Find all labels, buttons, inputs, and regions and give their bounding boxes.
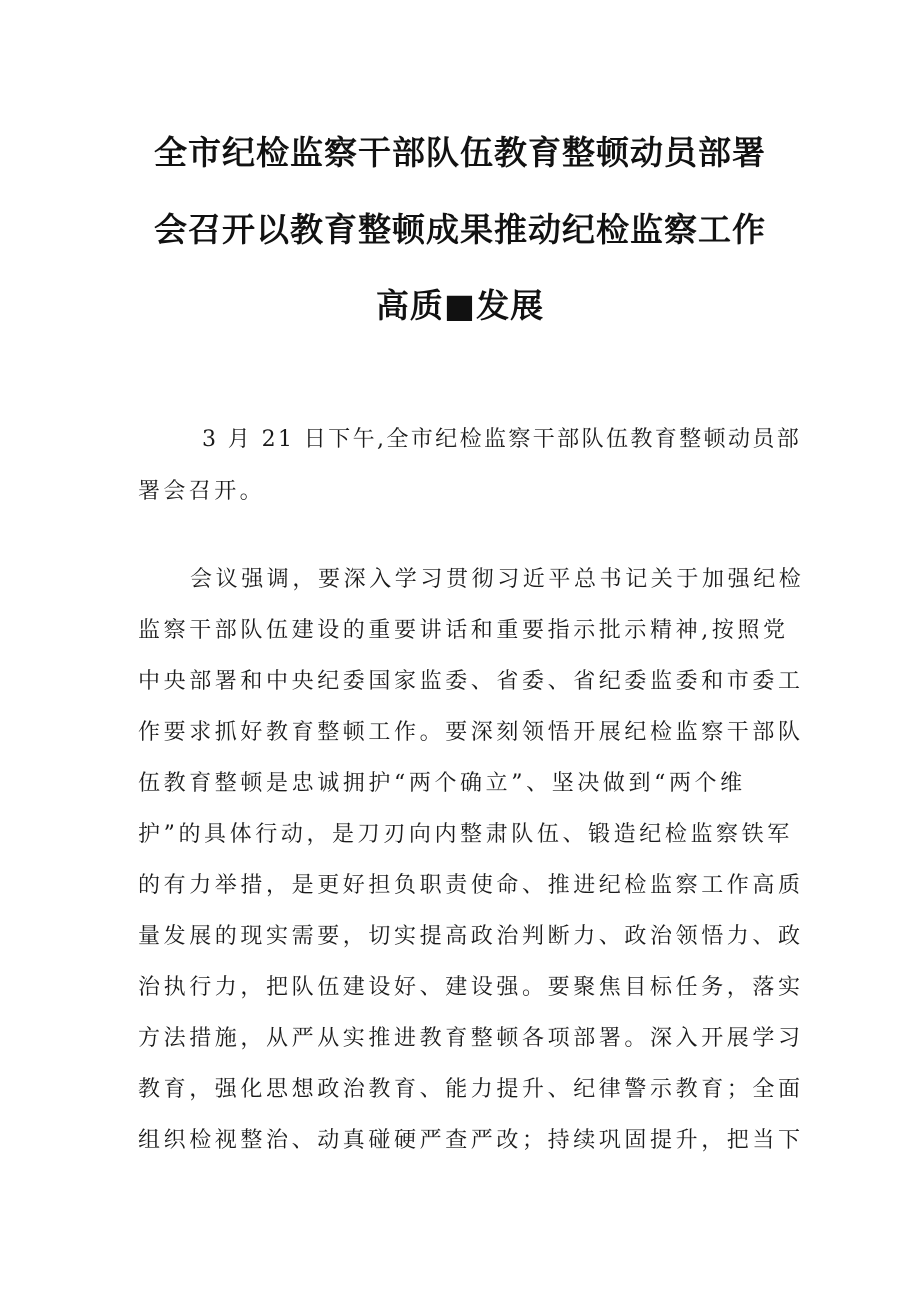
document-title-line-1: 全市纪检监察干部队伍教育整顿动员部署	[154, 133, 766, 172]
paragraph-2-line: 教育，强化思想政治教育、能力提升、纪律警示教育；全面	[138, 1077, 804, 1102]
paragraph-2-line: 作要求抓好教育整顿工作。要深刻领悟开展纪检监察干部队	[138, 720, 804, 745]
paragraph-1-line-2: 署会召开。	[138, 479, 266, 504]
paragraph-2-line: 监察干部队伍建设的重要讲话和重要指示批示精神,按照党	[138, 618, 789, 643]
paragraph-2-line: 的有力举措，是更好担负职责使命、推进纪检监察工作高质	[138, 873, 804, 898]
paragraph-2-line: 方法措施，从严从实推进教育整顿各项部署。深入开展学习	[138, 1026, 804, 1051]
document-title-line-3: 高质■发展	[375, 286, 545, 325]
paragraph-2	[138, 565, 805, 1177]
paragraph-2-line: 护”的具体行动，是刀刃向内整肃队伍、锻造纪检监察铁军	[138, 822, 793, 847]
paragraph-2-line: 组织检视整治、动真碰硬严查严改；持续巩固提升，把当下	[138, 1128, 804, 1153]
paragraph-2-line: 伍教育整顿是忠诚拥护“两个确立”、坚决做到“两个维	[138, 771, 746, 796]
paragraph-1-line-1: 3 月 21 日下午,全市纪检监察干部队伍教育整顿动员部	[202, 427, 802, 452]
paragraph-2-line: 量发展的现实需要，切实提高政治判断力、政治领悟力、政	[138, 924, 804, 949]
paragraph-2-line: 中央部署和中央纪委国家监委、省委、省纪委监委和市委工	[138, 669, 804, 694]
paragraph-2-line: 治执行力，把队伍建设好、建设强。要聚焦目标任务，落实	[138, 975, 804, 1000]
paragraph-2-line: 会议强调，要深入学习贯彻习近平总书记关于加强纪检	[190, 567, 805, 592]
document-title-line-2: 会召开以教育整顿成果推动纪检监察工作	[154, 210, 766, 249]
